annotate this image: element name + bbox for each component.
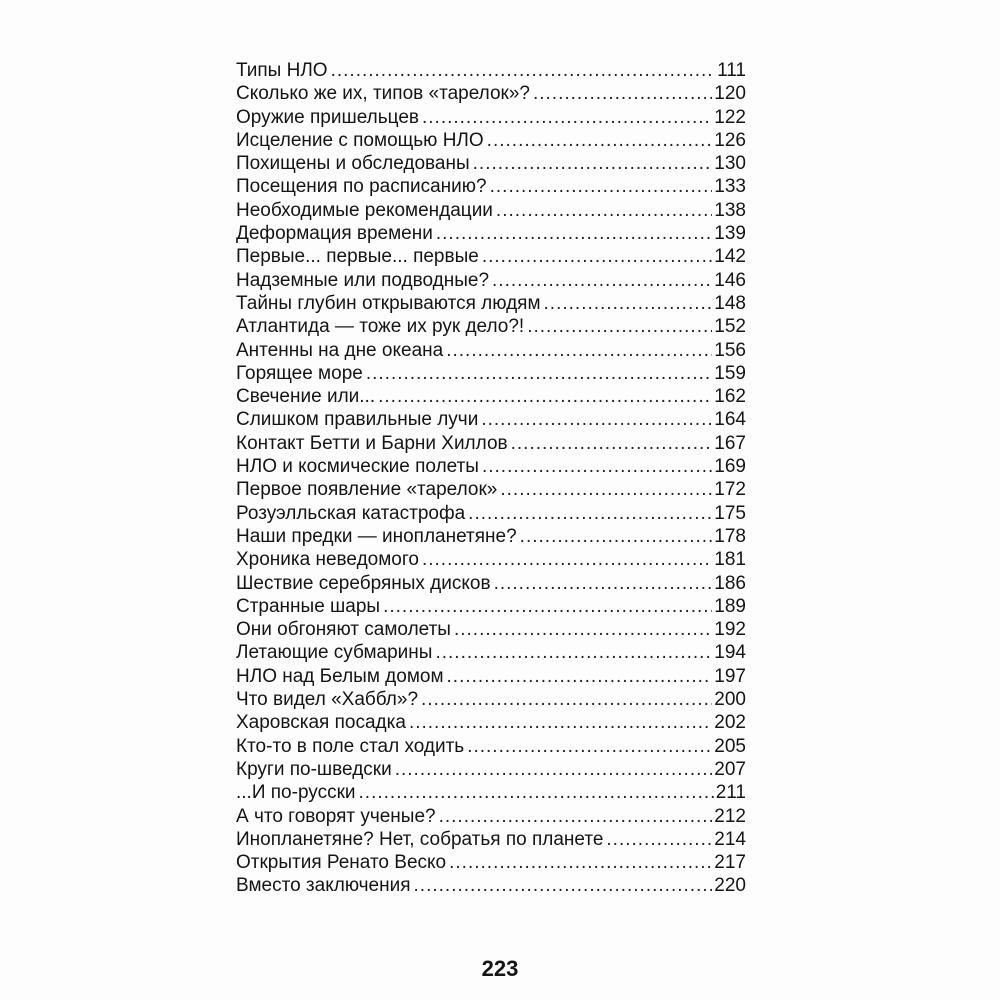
toc-dot-leader: [496, 199, 712, 222]
toc-entry-page: 197: [714, 665, 746, 687]
toc-entry-title: Атлантида — тоже их рук дело?!: [236, 316, 525, 338]
toc-entry-page: 214: [714, 828, 746, 850]
toc-entry: [236, 175, 746, 198]
toc-dot-leader: [422, 106, 712, 129]
toc-entry: [236, 315, 746, 338]
toc-entry-page: 178: [714, 525, 746, 547]
toc-entry: [236, 781, 746, 804]
toc-dot-leader: [544, 292, 713, 315]
toc-entry: [236, 641, 746, 664]
toc-dot-leader: [482, 455, 712, 478]
toc-entry-page: 172: [714, 479, 746, 501]
toc-entry-title: Розуэлльская катастрофа: [236, 502, 466, 524]
toc-entry-page: 217: [714, 852, 746, 874]
toc-dot-leader: [439, 805, 713, 828]
toc-entry: [236, 339, 746, 362]
toc-entry: [236, 618, 746, 641]
toc-entry: [236, 408, 746, 431]
toc-dot-leader: [422, 548, 712, 571]
toc-entry-page: 111: [717, 60, 746, 81]
toc-dot-leader: [533, 82, 712, 105]
toc-entry-title: Исцеление с помощью НЛО: [236, 129, 484, 151]
toc-dot-leader: [383, 595, 712, 618]
toc-entry-title: Круги по-шведски: [236, 758, 392, 780]
toc-entry: [236, 828, 746, 851]
toc-entry-title: Наши предки — инопланетяне?: [236, 525, 517, 547]
toc-entry: [236, 106, 746, 129]
toc-dot-leader: [449, 851, 712, 874]
toc-entry-title: Свечение или...: [236, 386, 376, 408]
toc-entry-page: 152: [714, 316, 746, 338]
toc-entry-page: 200: [714, 689, 746, 711]
toc-entry: [236, 735, 746, 758]
toc-entry-page: 162: [714, 386, 746, 408]
toc-entry-title: Кто-то в поле стал ходить: [236, 735, 465, 757]
toc-entry-title: Необходимые рекомендации: [236, 199, 493, 221]
toc-entry: [236, 129, 746, 152]
toc-dot-leader: [454, 618, 712, 641]
toc-entry-page: 194: [714, 642, 746, 664]
toc-dot-leader: [414, 874, 713, 897]
toc-dot-leader: [468, 502, 712, 525]
toc-entry-title: Контакт Бетти и Барни Хиллов: [236, 432, 508, 454]
toc-entry-page: 181: [714, 549, 746, 571]
toc-entry-title: Инопланетяне? Нет, собратья по планете: [236, 828, 604, 850]
toc-dot-leader: [520, 525, 713, 548]
toc-entry-page: 146: [714, 269, 746, 291]
toc-entry-page: 142: [714, 246, 746, 268]
toc-entry-title: Первое появление «тарелок»: [236, 479, 498, 501]
toc-dot-leader: [395, 758, 713, 781]
toc-dot-leader: [482, 245, 712, 268]
toc-entry: [236, 152, 746, 175]
toc-entry: [236, 59, 746, 82]
toc-entry-title: Открытия Ренато Веско: [236, 852, 447, 874]
toc-entry-title: НЛО над Белым домом: [236, 665, 444, 687]
toc-dot-leader: [359, 781, 714, 804]
toc-entry: [236, 572, 746, 595]
toc-entry-page: 189: [714, 595, 746, 617]
toc-dot-leader: [467, 735, 712, 758]
toc-entry-title: Вместо заключения: [236, 875, 411, 897]
toc-entry: [236, 758, 746, 781]
toc-entry-page: 148: [714, 292, 746, 314]
toc-dot-leader: [446, 339, 712, 362]
toc-entry-title: Антенны на дне океана: [236, 339, 444, 361]
toc-entry-page: 175: [714, 502, 746, 524]
toc-entry: [236, 199, 746, 222]
toc-entry: [236, 432, 746, 455]
toc-entry-title: ...И по-русски: [236, 782, 356, 804]
toc-entry: [236, 711, 746, 734]
toc-entry: [236, 874, 746, 897]
toc-entry: [236, 455, 746, 478]
toc-entry-page: 126: [714, 129, 746, 151]
table-of-contents: [236, 59, 746, 898]
toc-entry-page: 169: [714, 456, 746, 478]
toc-entry-page: 212: [714, 805, 746, 827]
toc-entry-title: Тайны глубин открываются людям: [236, 292, 541, 314]
toc-entry-page: 220: [714, 875, 746, 897]
toc-dot-leader: [490, 175, 713, 198]
toc-entry-title: НЛО и космические полеты: [236, 456, 479, 478]
toc-dot-leader: [409, 711, 712, 734]
toc-entry: [236, 525, 746, 548]
toc-entry: [236, 502, 746, 525]
toc-entry-title: Оружие пришельцев: [236, 106, 419, 128]
toc-entry-page: 139: [714, 223, 746, 245]
toc-entry: [236, 688, 746, 711]
toc-entry-page: 122: [714, 106, 746, 128]
toc-entry: [236, 362, 746, 385]
toc-entry: [236, 665, 746, 688]
toc-entry-page: 120: [714, 83, 746, 105]
toc-entry-title: Посещения по расписанию?: [236, 176, 487, 198]
toc-entry-page: 167: [714, 432, 746, 454]
toc-entry-page: 186: [714, 572, 746, 594]
toc-dot-leader: [473, 152, 713, 175]
toc-dot-leader: [421, 688, 712, 711]
toc-entry: [236, 82, 746, 105]
toc-entry-page: 202: [714, 712, 746, 734]
toc-dot-leader: [331, 59, 716, 82]
toc-entry-title: Хроника неведомого: [236, 549, 419, 571]
toc-entry-page: 192: [714, 619, 746, 641]
toc-entry-title: Горящее море: [236, 362, 363, 384]
toc-dot-leader: [511, 432, 713, 455]
toc-entry-title: Деформация времени: [236, 223, 433, 245]
toc-entry-page: 138: [714, 199, 746, 221]
toc-entry-title: Похищены и обследованы: [236, 153, 470, 175]
toc-dot-leader: [436, 222, 712, 245]
toc-entry-title: А что говорят ученые?: [236, 805, 436, 827]
toc-entry-page: 205: [714, 735, 746, 757]
toc-entry: [236, 805, 746, 828]
toc-entry-page: 133: [714, 176, 746, 198]
toc-entry-page: 130: [714, 153, 746, 175]
toc-dot-leader: [481, 408, 712, 431]
toc-entry: [236, 292, 746, 315]
toc-dot-leader: [492, 269, 712, 292]
toc-entry: [236, 222, 746, 245]
toc-entry: [236, 595, 746, 618]
page-number: 223: [481, 956, 519, 981]
toc-dot-leader: [435, 641, 712, 664]
toc-entry-page: 156: [714, 339, 746, 361]
toc-dot-leader: [487, 129, 713, 152]
toc-entry: [236, 385, 746, 408]
toc-entry: [236, 478, 746, 501]
toc-entry-page: 211: [715, 782, 746, 804]
toc-dot-leader: [378, 385, 712, 408]
toc-entry-page: 159: [714, 362, 746, 384]
toc-entry-title: Шествие серебряных дисков: [236, 572, 491, 594]
toc-dot-leader: [494, 572, 713, 595]
toc-entry-title: Слишком правильные лучи: [236, 409, 479, 431]
toc-entry: [236, 851, 746, 874]
toc-entry-title: Что видел «Хаббл»?: [236, 689, 419, 711]
toc-entry: [236, 269, 746, 292]
toc-entry-page: 207: [714, 758, 746, 780]
toc-entry-title: Сколько же их, типов «тарелок»?: [236, 83, 530, 105]
toc-entry: [236, 245, 746, 268]
toc-entry-title: Странные шары: [236, 595, 381, 617]
toc-dot-leader: [447, 665, 713, 688]
toc-entry: [236, 548, 746, 571]
toc-entry-title: Они обгоняют самолеты: [236, 619, 451, 641]
toc-dot-leader: [527, 315, 712, 338]
toc-entry-title: Типы НЛО: [236, 60, 328, 81]
toc-dot-leader: [606, 828, 712, 851]
toc-dot-leader: [366, 362, 712, 385]
toc-dot-leader: [500, 478, 712, 501]
toc-entry-page: 164: [714, 409, 746, 431]
toc-entry-title: Надземные или подводные?: [236, 269, 490, 291]
toc-entry-title: Харовская посадка: [236, 712, 406, 734]
toc-entry-title: Летающие субмарины: [236, 642, 433, 664]
toc-entry-title: Первые... первые... первые: [236, 246, 479, 268]
